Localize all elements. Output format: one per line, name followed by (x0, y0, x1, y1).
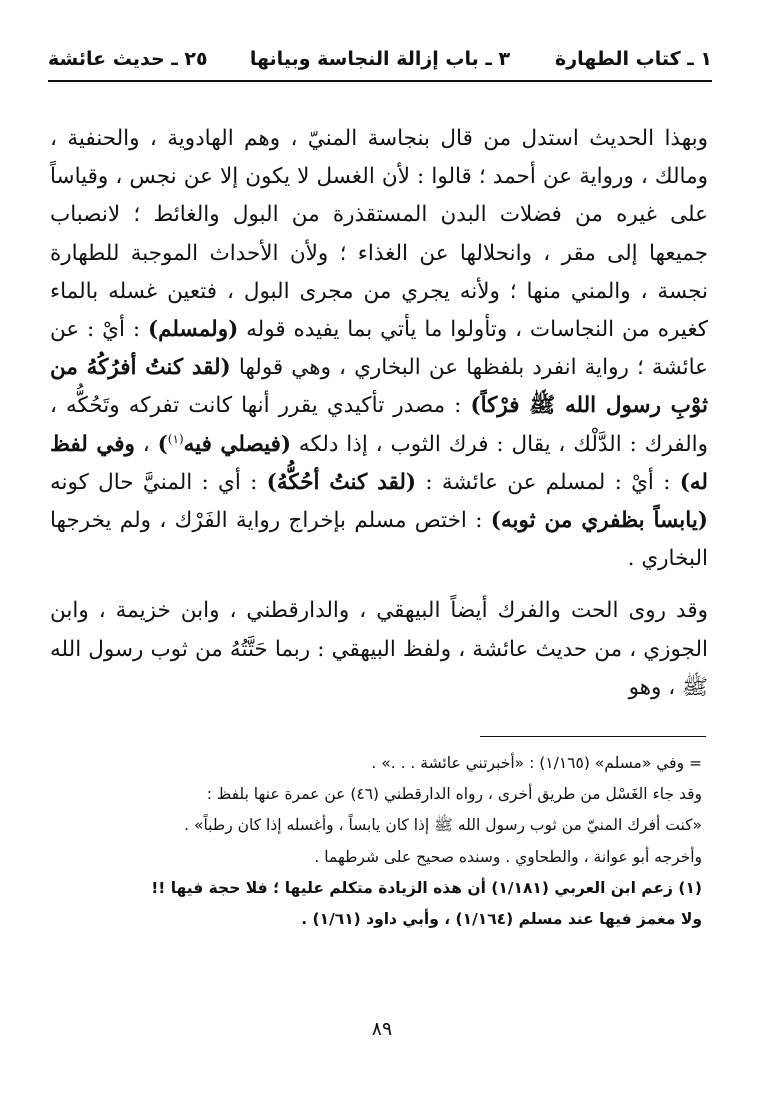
header-divider (48, 80, 712, 82)
quote-hadith-fark: (لقد كنتُ أفرُكُهُ من ثوْبِ رسول الله ﷺ فرْكاً) (50, 355, 708, 419)
paragraph-2: وقد روى الحت والفرك أيضاً البيهقي ، والدارقطني ، وابن خزيمة ، وابن الجوزي ، من حديث عائشة ، ولفظ البيهقي : ربما حَتَّتُهُ من ثوب رسول الله ﷺ ، وهو (50, 598, 708, 700)
footnotes (56, 748, 702, 935)
quote-yabisan: (يابساً بظفري من ثوبه) (490, 508, 708, 534)
header-book-title: ١ ـ كتاب الطهارة (555, 48, 712, 70)
running-header (48, 44, 712, 78)
quote-fayusalli-close: ) (157, 431, 168, 457)
footnote-1: (١) زعم ابن العربي (١/١٨١) أن هذه الزيادة متكلم عليها ؛ فلا حجة فيها !! (151, 878, 702, 897)
paragraph-1-text-j: : أيْ : لمسلم عن عائشة : (416, 469, 680, 495)
paragraph-1-text-c: : أيْ : عن عائشة ؛ رواية انفرد بلفظها عن البخاري ، وهي قولها (50, 317, 708, 381)
header-hadith-title: ٢٥ ـ حديث عائشة (48, 48, 208, 70)
quote-muslim: (ولمسلم) (147, 317, 239, 343)
footnote-reference-1[interactable]: (١) (167, 431, 184, 446)
footnote-line: = وفي «مسلم» (١/١٦٥) : «أخبرتني عائشة . . .» . (371, 754, 702, 772)
footnote-line: «كنت أفرك المنيّ من ثوب رسول الله ﷺ إذا كان يابساً ، وأغسله إذا كان رطباً» . (184, 816, 702, 835)
paragraph-1-text-n: : اختص مسلم بإخراج رواية الفَرْك ، ولم يخرجها البخاري . (50, 508, 708, 572)
page-number: ٨٩ (371, 1018, 393, 1040)
paragraph-1-text-l: : أي : المنيَّ حال كونه (50, 469, 267, 495)
footnote-1-continued: ولا مغمز فيها عند مسلم (١/١٦٤) ، وأبي داود (١/٦١) . (301, 910, 702, 929)
quote-fayusalli: (فيصلي فيه (183, 431, 292, 457)
paragraph-1-text-a: وبهذا الحديث استدل من قال بنجاسة المنيّ ، وهم الهادوية ، والحنفية ، ومالك ، ورواية عن أحمد ؛ قالوا : لأن الغسل لا يكون إلا عن نجس ، وقياساً على غيره من فضلات البدن المستقذرة من البول والغائط ؛ لانصباب جميعها إلى مقر ، وانحلالها عن الغذاء ؛ ولأن الأحداث الموجبة للطهارة نجسة ، والمني منها ؛ ولأنه يجري من مجرى البول ، فتعين غسله بالماء كغيره من النجاسات ، وتأولوا ما يأتي بما يفيده قوله (50, 126, 708, 343)
footnote-divider (480, 736, 706, 737)
footnote-line: وقد جاء الغَسْل من طريق أخرى ، رواه الدارقطني (٤٦) عن عمرة عنها بلفظ : (206, 785, 702, 804)
quote-ahukkuhu: (لقد كنتُ أحُكُّهُ) (266, 469, 417, 495)
footnote-line: وأخرجه أبو عوانة ، والطحاوي . وسنده صحيح على شرطهما . (314, 847, 702, 866)
header-chapter-title: ٣ ـ باب إزالة النجاسة وبيانها (249, 48, 511, 70)
paragraph-1 (50, 120, 708, 578)
paragraph-1-text-e: : مصدر تأكيدي يقرر أنها كانت تفركه وتَحُكُّه ، والفرك : الدَّلْك ، يقال : فرك الثوب ، إذا دلكه (50, 393, 709, 457)
quote-wa-fi-lafz: وفي لفظ له) (50, 431, 708, 495)
main-text (50, 120, 708, 707)
paragraph-1-text-h: ، (134, 431, 158, 457)
